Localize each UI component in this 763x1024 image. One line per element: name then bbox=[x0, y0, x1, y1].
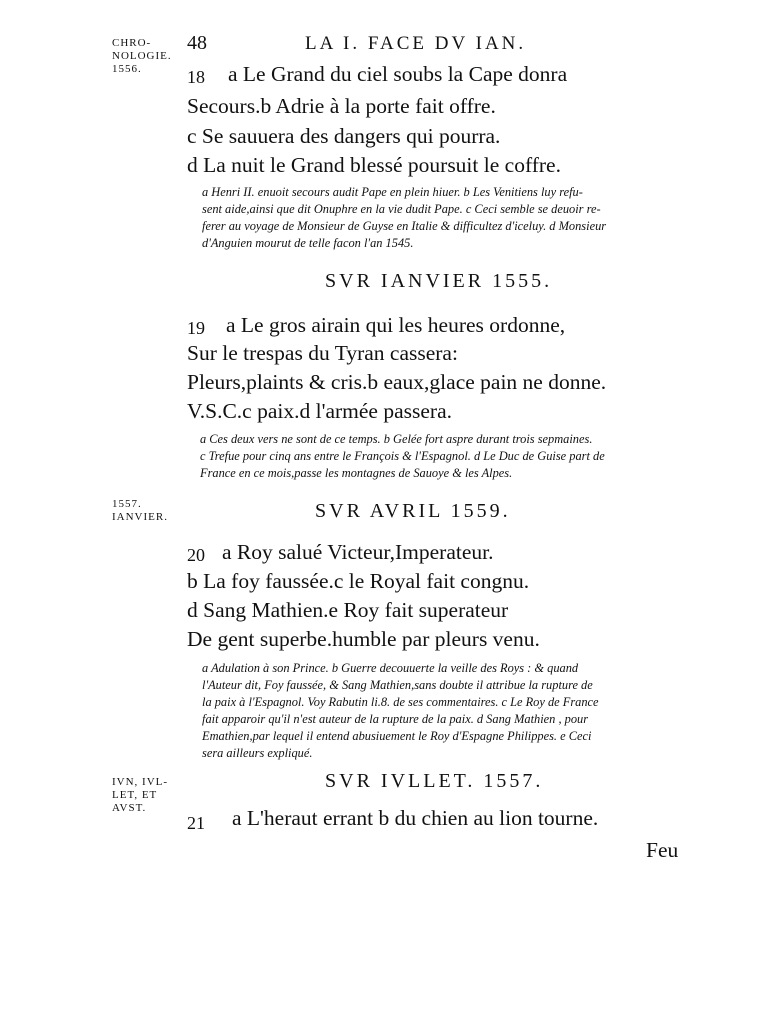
verse-line: Pleurs,plaints & cris.b eaux,glace pain ne donne. bbox=[187, 370, 607, 394]
quatrain-number: 20 bbox=[187, 545, 205, 565]
annotation-block bbox=[202, 660, 599, 762]
annotation-block bbox=[202, 184, 606, 252]
section-title: SVR IVLLET. 1557. bbox=[325, 770, 544, 792]
annotation-line: sera ailleurs expliqué. bbox=[202, 746, 313, 760]
annotation-line: Emathien,par lequel il entend abusiuement le Roy d'Espagne Philippes. e Ceci bbox=[202, 729, 592, 743]
annotation-line: d'Anguien mourut de telle facon l'an 1545. bbox=[202, 236, 414, 250]
section-title: SVR AVRIL 1559. bbox=[315, 500, 511, 522]
margin-line: LET, ET bbox=[112, 789, 158, 801]
annotation-line: a Ces deux vers ne sont de ce temps. b Gelée fort aspre durant trois sepmaines. bbox=[200, 432, 593, 446]
annotation-line: France en ce mois,passe les montagnes de Sauoye & les Alpes. bbox=[200, 466, 513, 480]
verse-line: a Le Grand du ciel soubs la Cape donra bbox=[228, 62, 568, 86]
verse-line: c Se sauuera des dangers qui pourra. bbox=[187, 124, 501, 148]
margin-line: IVN, IVL- bbox=[112, 776, 169, 788]
verse-line: b La foy faussée.c le Royal fait congnu. bbox=[187, 569, 530, 593]
margin-line: AVST. bbox=[112, 802, 147, 814]
margin-note-janvier bbox=[112, 498, 168, 524]
verse-line: a L'heraut errant b du chien au lion tourne. bbox=[232, 806, 599, 830]
margin-line: 1556. bbox=[112, 63, 142, 75]
page-number: 48 bbox=[187, 32, 207, 54]
running-title: LA I. FACE DV IAN. bbox=[305, 33, 527, 54]
annotation-line: ferer au voyage de Monsieur de Guyse en Italie & difficultez d'iceluy. d Monsieur bbox=[202, 219, 607, 233]
annotation-line: c Trefue pour cinq ans entre le François & l'Espagnol. d Le Duc de Guise part de bbox=[200, 449, 605, 463]
annotation-line: la paix à l'Espagnol. Voy Rabutin li.8. de ses commentaires. c Le Roy de France bbox=[202, 695, 599, 709]
margin-note-juillet bbox=[112, 776, 168, 815]
quatrain-number: 21 bbox=[187, 813, 205, 833]
verse-line: Sur le trespas du Tyran cassera: bbox=[187, 341, 458, 365]
verse-line: V.S.C.c paix.d l'armée passera. bbox=[187, 399, 452, 423]
quatrain-number: 19 bbox=[187, 318, 205, 338]
margin-line: CHRO- bbox=[112, 37, 152, 49]
verse-line: d La nuit le Grand blessé poursuit le coffre. bbox=[187, 153, 561, 177]
verse-line: a Le gros airain qui les heures ordonne, bbox=[226, 313, 566, 337]
annotation-line: sent aide,ainsi que dit Onuphre en la vie dudit Pape. c Ceci semble se deuoir re- bbox=[202, 202, 601, 216]
verse-line: Secours.b Adrie à la porte fait offre. bbox=[187, 94, 496, 118]
annotation-line: a Henri II. enuoit secours audit Pape en plein hiuer. b Les Venitiens luy refu- bbox=[202, 185, 583, 199]
margin-line: 1557. bbox=[112, 498, 142, 510]
verse-line: d Sang Mathien.e Roy fait superateur bbox=[187, 598, 509, 622]
annotation-line: fait apparoir qu'il n'est auteur de la rupture de la paix. d Sang Mathien , pour bbox=[202, 712, 589, 726]
annotation-block bbox=[200, 431, 605, 482]
quatrain-number: 18 bbox=[187, 67, 205, 87]
section-title: SVR IANVIER 1555. bbox=[325, 270, 553, 292]
annotation-line: l'Auteur dit, Foy faussée, & Sang Mathien,sans doubte il attribue la rupture de bbox=[202, 678, 593, 692]
margin-line: NOLOGIE. bbox=[112, 50, 172, 62]
margin-line: IANVIER. bbox=[112, 511, 168, 523]
catchword: Feu bbox=[646, 838, 679, 862]
verse-line: De gent superbe.humble par pleurs venu. bbox=[187, 627, 540, 651]
verse-line: a Roy salué Victeur,Imperateur. bbox=[222, 540, 494, 564]
margin-note-chronologie bbox=[112, 37, 172, 76]
annotation-line: a Adulation à son Prince. b Guerre decouuerte la veille des Roys : & quand bbox=[202, 661, 579, 675]
